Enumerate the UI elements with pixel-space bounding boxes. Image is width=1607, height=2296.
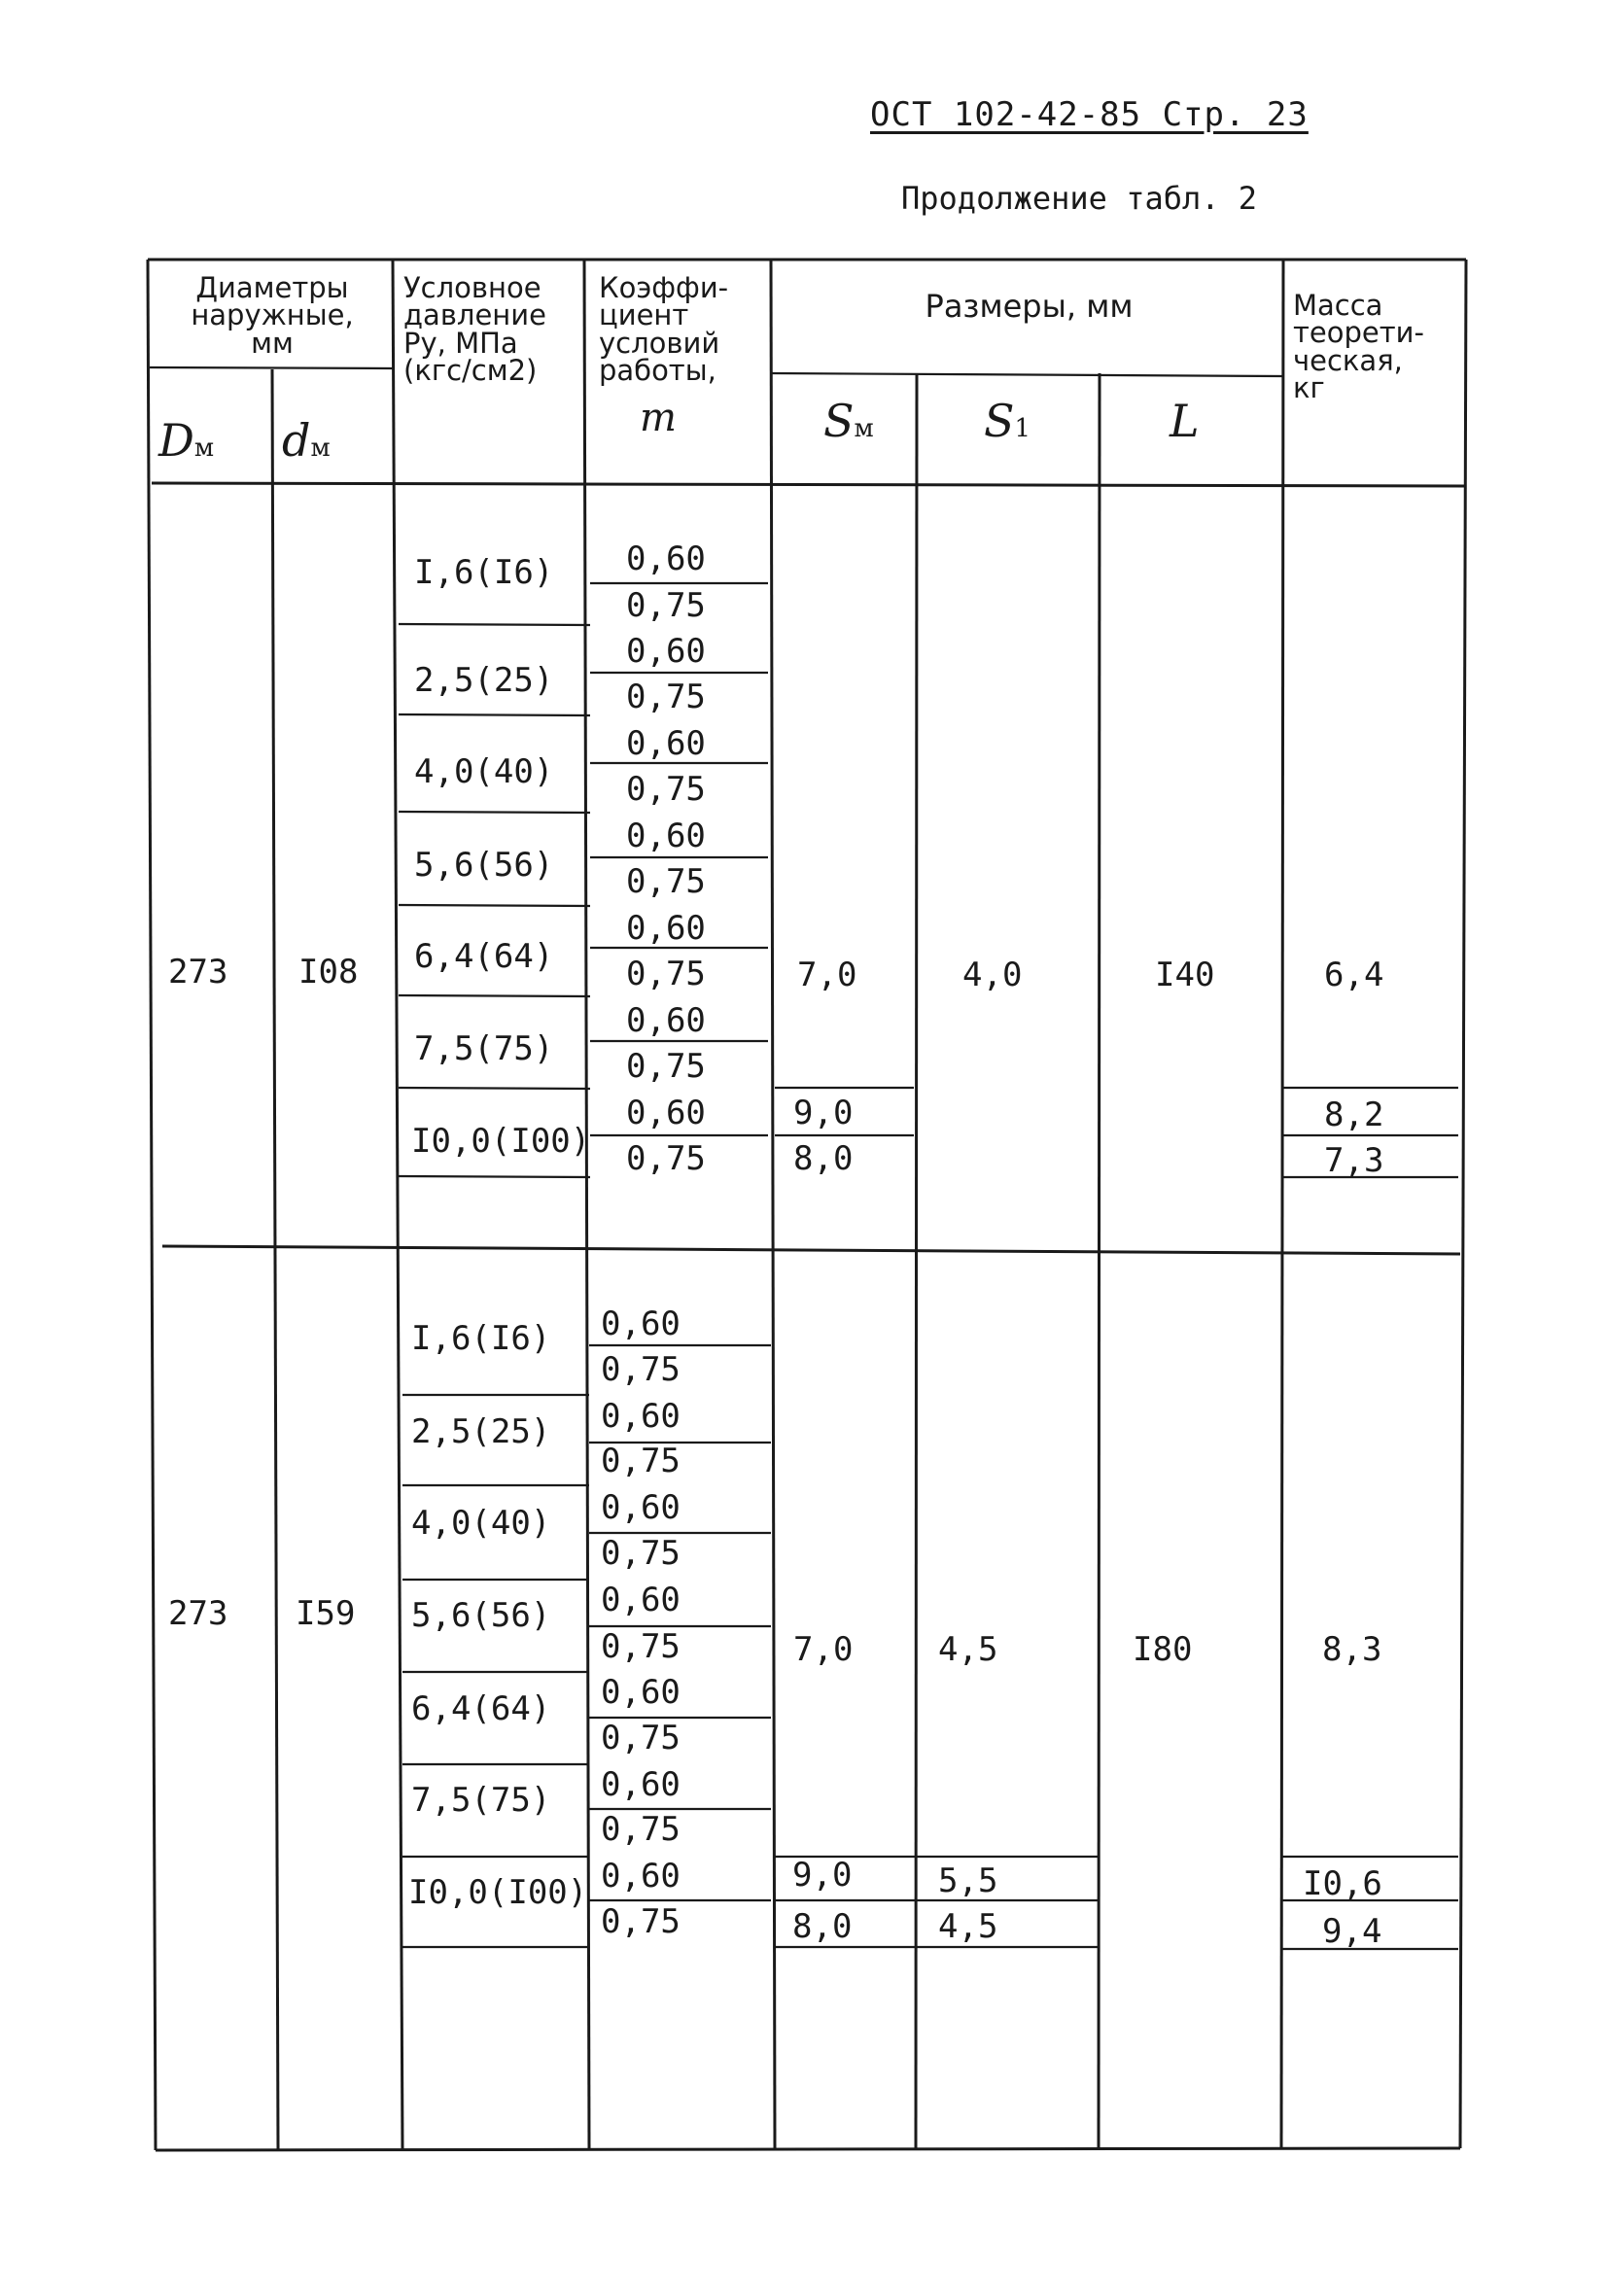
group-1-pressure-6: 7,5(75) [414, 1029, 554, 1068]
header-D-outer: Dм [158, 414, 215, 467]
group-2-coef: 0,60 [601, 1673, 681, 1712]
header-sizes: Размеры, мм [925, 288, 1134, 325]
group-1-d: I08 [298, 953, 359, 991]
group-2-coef: 0,60 [601, 1397, 681, 1436]
group-2-coef: 0,60 [601, 1581, 681, 1619]
group-1-coef: 0,75 [626, 955, 706, 993]
group-2-coef: 0,75 [601, 1534, 681, 1573]
group-1-pressure-4: 5,6(56) [414, 846, 554, 885]
group-2-last-mass: I0,6 [1303, 1864, 1382, 1903]
header-Sm: Sм [823, 395, 874, 447]
group-1-coef: 0,75 [626, 1139, 706, 1178]
group-1-coef: 0,75 [626, 678, 706, 716]
group-2-last-mass: 9,4 [1322, 1912, 1382, 1951]
group-2-sm: 7,0 [793, 1630, 854, 1669]
group-1-last-mass: 7,3 [1324, 1141, 1384, 1180]
group-1-coef: 0,60 [626, 632, 706, 671]
group-1-pressure-2: 2,5(25) [414, 661, 554, 700]
header-mass: Масса теорети- ческая, кг [1293, 289, 1424, 405]
group-1-pressure-3: 4,0(40) [414, 752, 554, 791]
group-2-last-sm: 8,0 [792, 1907, 853, 1946]
group-1-pressure-1: I,6(I6) [414, 553, 554, 592]
group-2-coef: 0,60 [601, 1857, 681, 1896]
group-2-pressure-3: 4,0(40) [411, 1504, 551, 1543]
group-1-coef: 0,75 [626, 586, 706, 625]
group-2-coef: 0,75 [601, 1719, 681, 1757]
group-2-D: 273 [168, 1594, 228, 1633]
header-pressure: Условное давление Ру, МПа (кгс/см2) [403, 271, 546, 388]
header-m-symbol: m [640, 396, 677, 440]
group-2-coef: 0,75 [601, 1442, 681, 1480]
group-1-coef: 0,75 [626, 862, 706, 901]
header-d-inner: dм [282, 414, 331, 467]
header-L: L [1170, 395, 1200, 447]
group-1-coef: 0,60 [626, 1001, 706, 1040]
header-coefficient: Коэффи- циент условий работы, [599, 271, 729, 388]
group-1-pressure-5: 6,4(64) [414, 937, 554, 976]
group-1-coef: 0,60 [626, 1094, 706, 1132]
header-diameters: Диаметры наружные, мм [191, 271, 354, 360]
group-2-last-s1: 5,5 [938, 1861, 998, 1900]
group-2-pressure-7: I0,0(I00) [408, 1873, 588, 1912]
group-2-coef: 0,75 [601, 1627, 681, 1666]
group-1-D: 273 [168, 953, 228, 991]
group-1-sm: 7,0 [797, 956, 857, 994]
group-2-coef: 0,60 [601, 1488, 681, 1527]
group-1-coef: 0,75 [626, 770, 706, 809]
group-2-s1: 4,5 [938, 1630, 998, 1669]
group-2-coef: 0,60 [601, 1305, 681, 1343]
group-2-coef: 0,60 [601, 1765, 681, 1804]
group-1-last-mass: 8,2 [1324, 1096, 1384, 1134]
group-2-L: I80 [1133, 1630, 1193, 1669]
group-1-L: I40 [1155, 956, 1215, 994]
group-1-coef: 0,60 [626, 724, 706, 763]
group-2-pressure-2: 2,5(25) [411, 1412, 551, 1451]
group-2-pressure-4: 5,6(56) [411, 1596, 551, 1635]
group-2-mass: 8,3 [1322, 1630, 1382, 1669]
header-S1: S1 [984, 395, 1031, 447]
group-1-coef: 0,60 [626, 539, 706, 578]
group-1-coef: 0,60 [626, 817, 706, 855]
group-2-coef: 0,75 [601, 1902, 681, 1941]
group-2-last-s1: 4,5 [938, 1907, 998, 1946]
group-1-pressure-7: I0,0(I00) [411, 1122, 591, 1161]
group-2-pressure-5: 6,4(64) [411, 1689, 551, 1728]
group-2-coef: 0,75 [601, 1810, 681, 1849]
group-1-coef: 0,60 [626, 909, 706, 948]
page-header: ОСТ 102-42-85 Стр. 23 [870, 95, 1309, 134]
group-2-coef: 0,75 [601, 1350, 681, 1389]
group-1-s1: 4,0 [962, 956, 1023, 994]
group-2-pressure-1: I,6(I6) [411, 1319, 551, 1358]
table-continuation-label: Продолжение табл. 2 [901, 180, 1258, 217]
group-2-pressure-6: 7,5(75) [411, 1781, 551, 1820]
group-1-mass: 6,4 [1324, 956, 1384, 994]
group-2-last-sm: 9,0 [792, 1856, 853, 1895]
group-2-d: I59 [296, 1594, 356, 1633]
group-1-last-sm: 8,0 [793, 1139, 854, 1178]
group-1-last-sm: 9,0 [793, 1094, 854, 1132]
group-1-coef: 0,75 [626, 1047, 706, 1086]
